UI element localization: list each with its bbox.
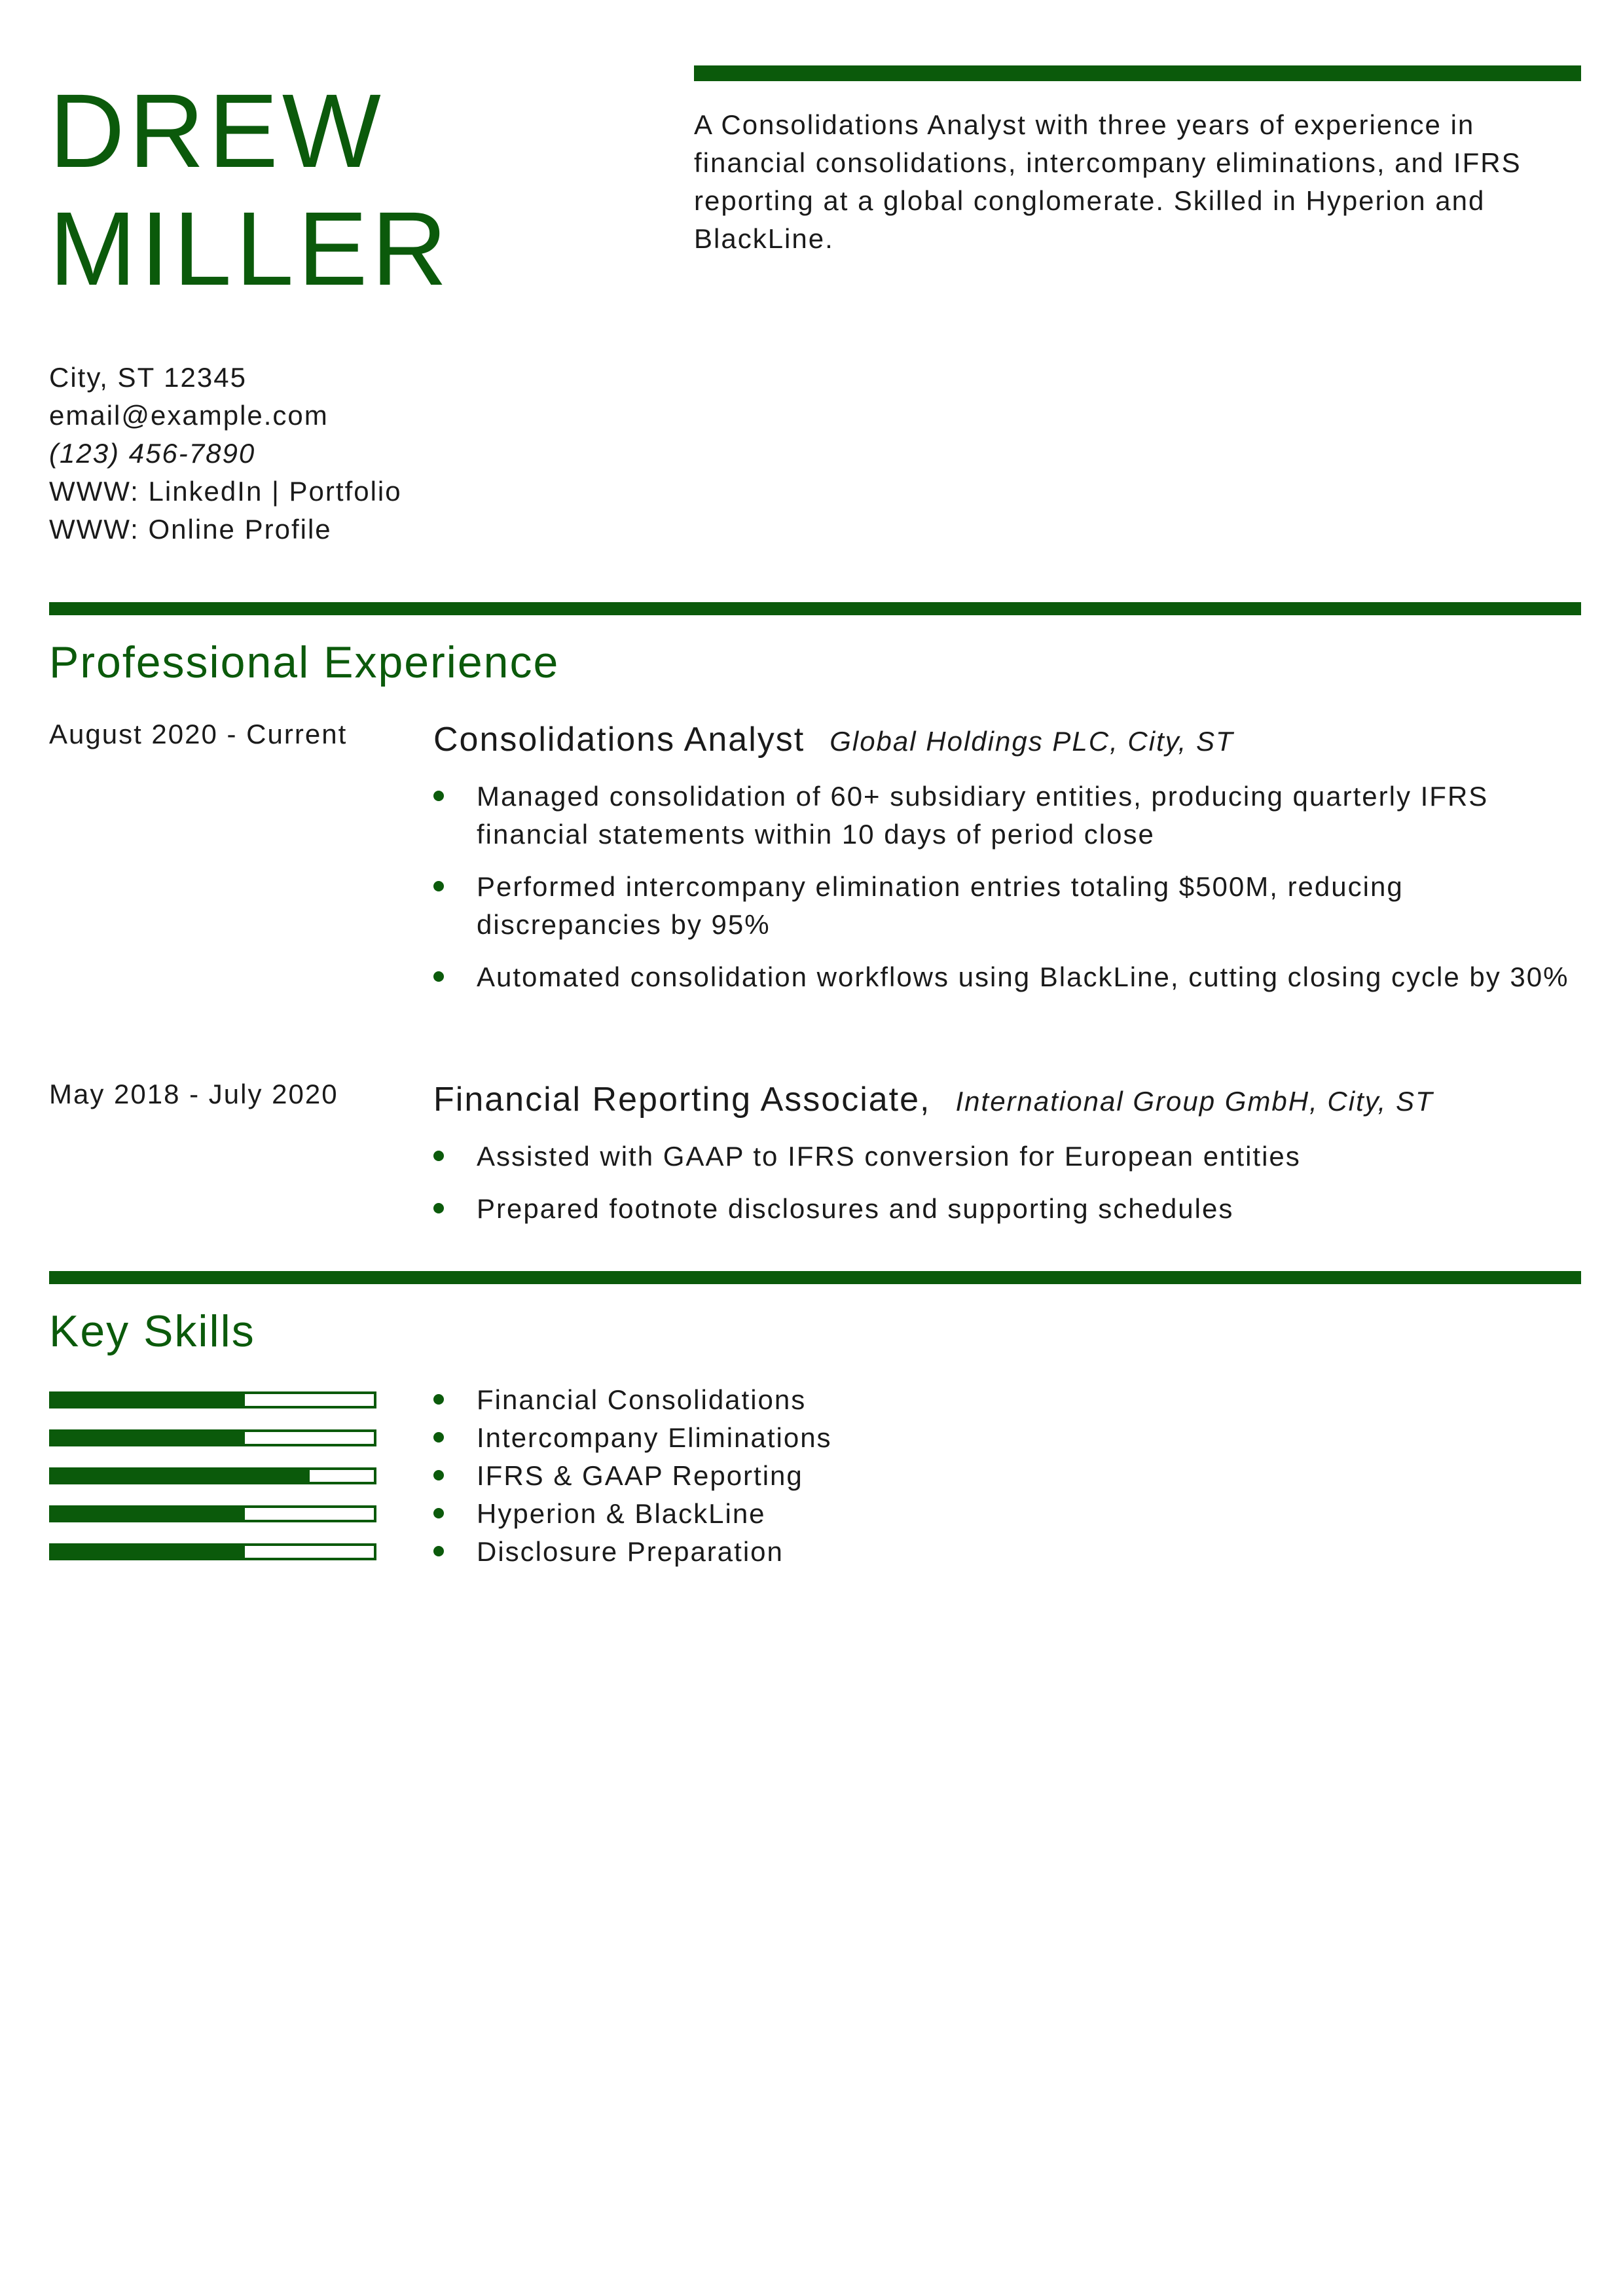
skill-name: Hyperion & BlackLine xyxy=(477,1498,766,1529)
job-header xyxy=(433,1080,1434,1119)
contact-web-profile[interactable]: WWW: Online Profile xyxy=(49,514,332,545)
skill-name: Intercompany Eliminations xyxy=(477,1422,832,1453)
list-item xyxy=(433,1495,832,1533)
skill-level-bar xyxy=(49,1429,376,1446)
job-dates: August 2020 - Current xyxy=(49,719,348,749)
list-item xyxy=(433,1457,832,1495)
job-header xyxy=(433,720,1234,759)
list-item xyxy=(433,1190,1573,1228)
skill-level-fill xyxy=(52,1394,245,1406)
bullet-dot-icon xyxy=(433,881,444,891)
bullet-text: Managed consolidation of 60+ subsidiary entities, producing quarterly IFRS financial statements within 10 days of period close xyxy=(477,781,1489,850)
experience-divider xyxy=(49,602,1581,615)
last-name: MILLER xyxy=(49,190,451,307)
contact-email[interactable]: email@example.com xyxy=(49,400,329,431)
job-dates: May 2018 - July 2020 xyxy=(49,1079,338,1109)
list-item xyxy=(433,1533,832,1571)
skill-level-fill xyxy=(52,1508,245,1520)
job-bullets xyxy=(433,778,1573,1011)
bullet-dot-icon xyxy=(433,1546,444,1556)
experience-heading: Professional Experience xyxy=(49,637,560,687)
bullet-text: Automated consolidation workflows using BlackLine, cutting closing cycle by 30% xyxy=(477,961,1569,992)
job-title: Consolidations Analyst xyxy=(433,721,805,759)
list-item xyxy=(433,868,1573,944)
skill-bars xyxy=(49,1391,376,1581)
job-company: Global Holdings PLC, City, ST xyxy=(830,726,1234,757)
skills-divider xyxy=(49,1271,1581,1284)
skill-level-fill xyxy=(52,1470,310,1482)
contact-web-links[interactable]: WWW: LinkedIn | Portfolio xyxy=(49,476,402,507)
bullet-text: Prepared footnote disclosures and supporting schedules xyxy=(477,1193,1234,1224)
contact-block xyxy=(49,359,402,548)
skills-heading: Key Skills xyxy=(49,1306,255,1356)
bullet-dot-icon xyxy=(433,1508,444,1518)
skill-level-bar xyxy=(49,1391,376,1408)
bullet-dot-icon xyxy=(433,1470,444,1480)
list-item xyxy=(433,1381,832,1419)
bullet-dot-icon xyxy=(433,1394,444,1405)
list-item xyxy=(433,1419,832,1457)
skill-name: IFRS & GAAP Reporting xyxy=(477,1460,803,1491)
list-item xyxy=(433,958,1573,996)
contact-phone[interactable]: (123) 456-7890 xyxy=(49,438,256,469)
bullet-dot-icon xyxy=(433,1203,444,1213)
list-item xyxy=(433,1138,1573,1175)
bullet-dot-icon xyxy=(433,1432,444,1443)
skill-level-bar xyxy=(49,1467,376,1484)
bullet-dot-icon xyxy=(433,791,444,801)
job-company: International Group GmbH, City, ST xyxy=(955,1086,1434,1117)
job-title: Financial Reporting Associate, xyxy=(433,1081,931,1119)
summary-accent-bar xyxy=(694,65,1581,81)
bullet-text: Assisted with GAAP to IFRS conversion for European entities xyxy=(477,1141,1301,1172)
skill-name: Disclosure Preparation xyxy=(477,1536,784,1567)
job-bullets xyxy=(433,1138,1573,1242)
skill-name: Financial Consolidations xyxy=(477,1384,807,1415)
first-name: DREW xyxy=(49,72,385,189)
skill-level-bar xyxy=(49,1505,376,1522)
skill-level-bar xyxy=(49,1543,376,1560)
professional-summary: A Consolidations Analyst with three years of experience in financial consolidations, intercompany eliminations, and IFRS reporting at a global conglomerate. Skilled in Hyperion and BlackLine. xyxy=(694,109,1522,254)
skill-level-fill xyxy=(52,1546,245,1558)
skill-list xyxy=(433,1381,832,1571)
skill-level-fill xyxy=(52,1432,245,1444)
list-item xyxy=(433,778,1573,853)
bullet-text: Performed intercompany elimination entries totaling $500M, reducing discrepancies by 95% xyxy=(477,871,1404,940)
bullet-dot-icon xyxy=(433,971,444,982)
bullet-dot-icon xyxy=(433,1151,444,1161)
contact-address: City, ST 12345 xyxy=(49,362,247,393)
